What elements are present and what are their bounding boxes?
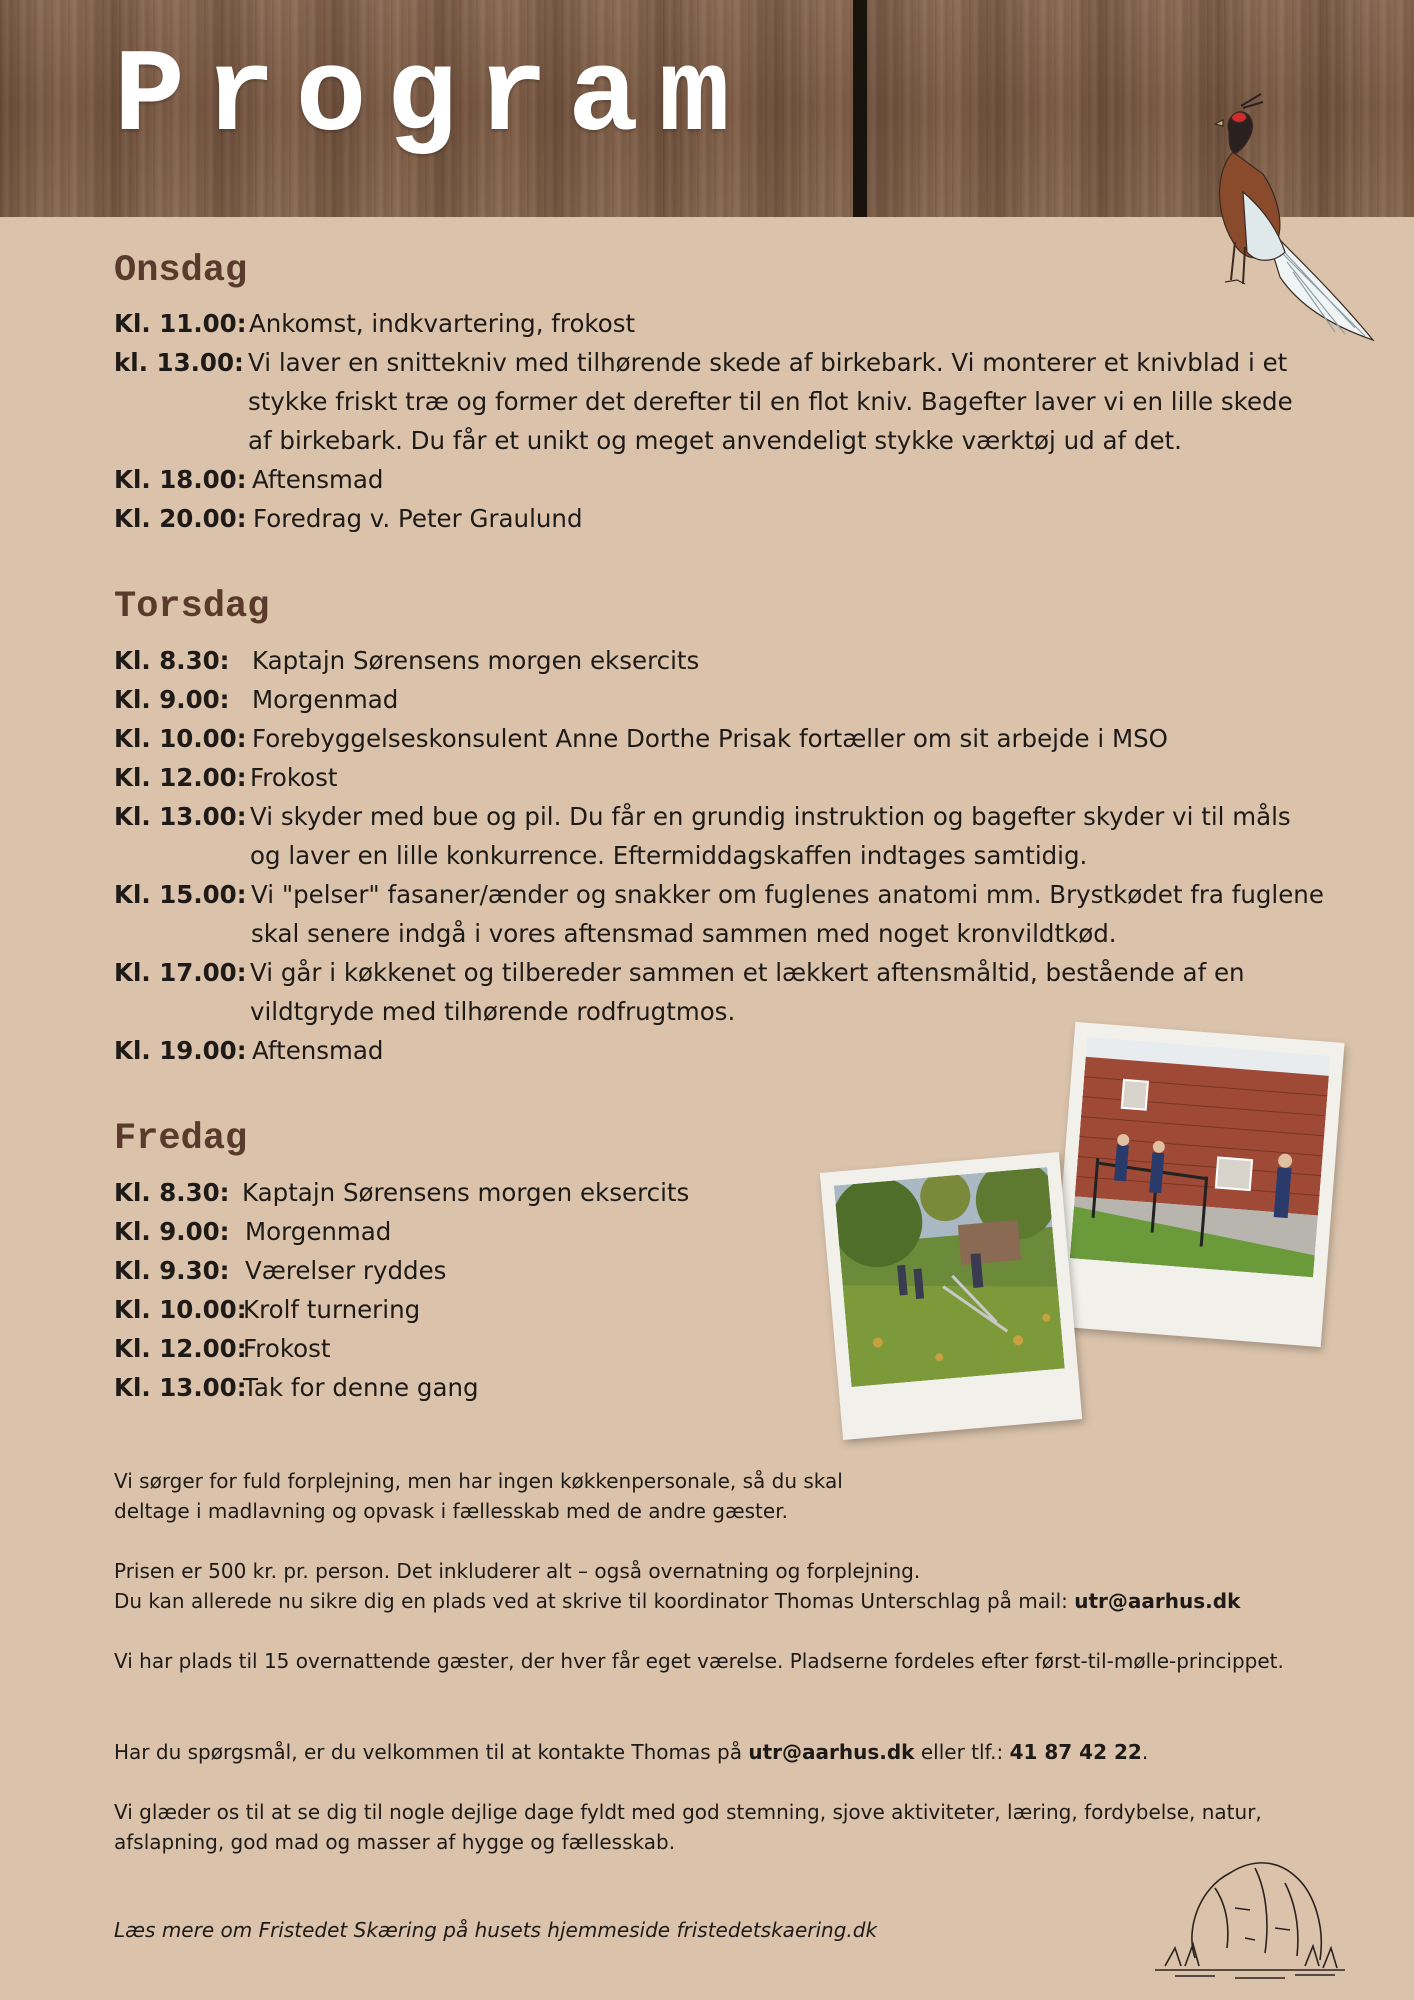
schedule-text: Forebyggelseskonsulent Anne Dorthe Prisak fortæller om sit arbejde i MSO (252, 724, 1168, 753)
schedule-torsdag (114, 641, 1354, 1070)
polaroid-photo-garden (820, 1152, 1082, 1440)
schedule-text: Kaptajn Sørensens morgen eksercits (242, 1178, 690, 1207)
schedule-text: Foredrag v. Peter Graulund (253, 504, 583, 533)
schedule-text: Vi laver en snittekniv med tilhørende skede af birkebark. Vi monterer et knivblad i et stykke friskt træ og former det derefter til en flot kniv. Bagefter laver vi en lille skede af birkebark. Du får et unikt og meget anvendeligt stykke værktøj ud af det. (248, 348, 1293, 455)
schedule-text: Vi skyder med bue og pil. Du får en grundig instruktion og bagefter skyder vi til måls og laver en lille konkurrence. Eftermiddagskaffen indtages samtidig. (250, 802, 1291, 870)
schedule-row (114, 1368, 754, 1407)
day-heading-onsdag: Onsdag (114, 250, 248, 292)
phone-number: 41 87 42 22 (1009, 1740, 1142, 1764)
email-link[interactable]: utr@aarhus.dk (748, 1740, 915, 1764)
stone-illustration (1155, 1848, 1345, 1983)
schedule-time: Kl. 9.30: (114, 1256, 230, 1285)
schedule-text: Vi går i køkkenet og tilbereder sammen et lækkert aftensmåltid, bestående af en vildtgryde med tilhørende rodfrugtmos. (250, 958, 1245, 1026)
schedule-row (114, 797, 1354, 875)
schedule-text: Morgenmad (252, 685, 399, 714)
schedule-row (114, 304, 1354, 343)
schedule-text: Frokost (250, 763, 338, 792)
schedule-row (114, 499, 1354, 538)
schedule-text: Tak for denne gang (243, 1373, 479, 1402)
schedule-time: Kl. 9.00: (114, 685, 230, 714)
schedule-row (114, 680, 1354, 719)
schedule-row (114, 1251, 754, 1290)
info-text: . (1141, 1740, 1149, 1764)
info-forplejning (114, 1466, 1354, 1526)
schedule-time: Kl. 19.00: (114, 1036, 247, 1065)
schedule-row (114, 1329, 754, 1368)
schedule-time: Kl. 11.00: (114, 309, 247, 338)
schedule-time: Kl. 8.30: (114, 1178, 230, 1207)
schedule-time: Kl. 12.00: (114, 1334, 247, 1363)
schedule-time: Kl. 10.00: (114, 1295, 247, 1324)
schedule-time: Kl. 17.00: (114, 958, 247, 987)
schedule-time: Kl. 9.00: (114, 1217, 230, 1246)
info-text: Prisen er 500 kr. pr. person. Det inkluderer alt – også overnatning og forplejning. (114, 1559, 921, 1583)
photo-image (1070, 1037, 1331, 1277)
schedule-text: Frokost (243, 1334, 331, 1363)
schedule-text: Kaptajn Sørensens morgen eksercits (252, 646, 700, 675)
schedule-row (114, 953, 1354, 1031)
schedule-row (114, 758, 1354, 797)
schedule-row (114, 719, 1354, 758)
info-price (114, 1556, 1354, 1616)
schedule-text: Morgenmad (245, 1217, 392, 1246)
wood-plank-gap (853, 0, 867, 217)
info-text: deltage i madlavning og opvask i fællesskab med de andre gæster. (114, 1499, 788, 1523)
email-link[interactable]: utr@aarhus.dk (1074, 1589, 1241, 1613)
schedule-time: Kl. 18.00: (114, 465, 247, 494)
photo-image (834, 1167, 1065, 1387)
schedule-time: Kl. 10.00: (114, 724, 247, 753)
schedule-text: Krolf turnering (243, 1295, 421, 1324)
schedule-text: Værelser ryddes (245, 1256, 447, 1285)
schedule-text: Ankomst, indkvartering, frokost (249, 309, 636, 338)
schedule-time: Kl. 13.00: (114, 802, 247, 831)
info-text: Du kan allerede nu sikre dig en plads ved at skrive til koordinator Thomas Unterschlag på mail: (114, 1589, 1075, 1613)
info-text: Har du spørgsmål, er du velkommen til at kontakte Thomas på (114, 1740, 749, 1764)
day-heading-torsdag: Torsdag (114, 586, 270, 628)
schedule-row (114, 875, 1354, 953)
info-capacity: Vi har plads til 15 overnattende gæster, der hver får eget værelse. Pladserne fordeles efter først-til-mølle-princippet. (114, 1649, 1284, 1673)
polaroid-photo-building (1051, 1022, 1344, 1347)
page-title: Program (114, 32, 750, 165)
schedule-time: Kl. 8.30: (114, 646, 230, 675)
info-text: eller tlf.: (914, 1740, 1010, 1764)
info-contact (114, 1737, 1354, 1767)
schedule-row (114, 460, 1354, 499)
schedule-text: Aftensmad (252, 465, 384, 494)
day-heading-fredag: Fredag (114, 1118, 248, 1160)
schedule-time: kl. 13.00: (114, 348, 244, 377)
footer-website-note: Læs mere om Fristedet Skæring på husets hjemmeside fristedetskaering.dk (114, 1918, 878, 1942)
schedule-time: Kl. 20.00: (114, 504, 247, 533)
schedule-time: Kl. 15.00: (114, 880, 247, 909)
schedule-time: Kl. 12.00: (114, 763, 247, 792)
schedule-time: Kl. 13.00: (114, 1373, 247, 1402)
schedule-text: Vi "pelser" fasaner/ænder og snakker om fuglenes anatomi mm. Brystkødet fra fuglene skal senere indgå i vores aftensmad sammen med noget kronvildtkød. (251, 880, 1324, 948)
info-text: Vi sørger for fuld forplejning, men har ingen køkkenpersonale, så du skal (114, 1469, 843, 1493)
schedule-row (114, 1173, 754, 1212)
schedule-row (114, 641, 1354, 680)
schedule-fredag (114, 1173, 754, 1407)
schedule-row (114, 343, 1354, 460)
info-closing: Vi glæder os til at se dig til nogle dejlige dage fyldt med god stemning, sjove aktiviteter, læring, fordybelse, natur, afslapning, god mad og masser af hygge og fællesskab. (114, 1800, 1262, 1854)
schedule-onsdag (114, 304, 1354, 538)
schedule-text: Aftensmad (252, 1036, 384, 1065)
schedule-row (114, 1290, 754, 1329)
schedule-row (114, 1212, 754, 1251)
